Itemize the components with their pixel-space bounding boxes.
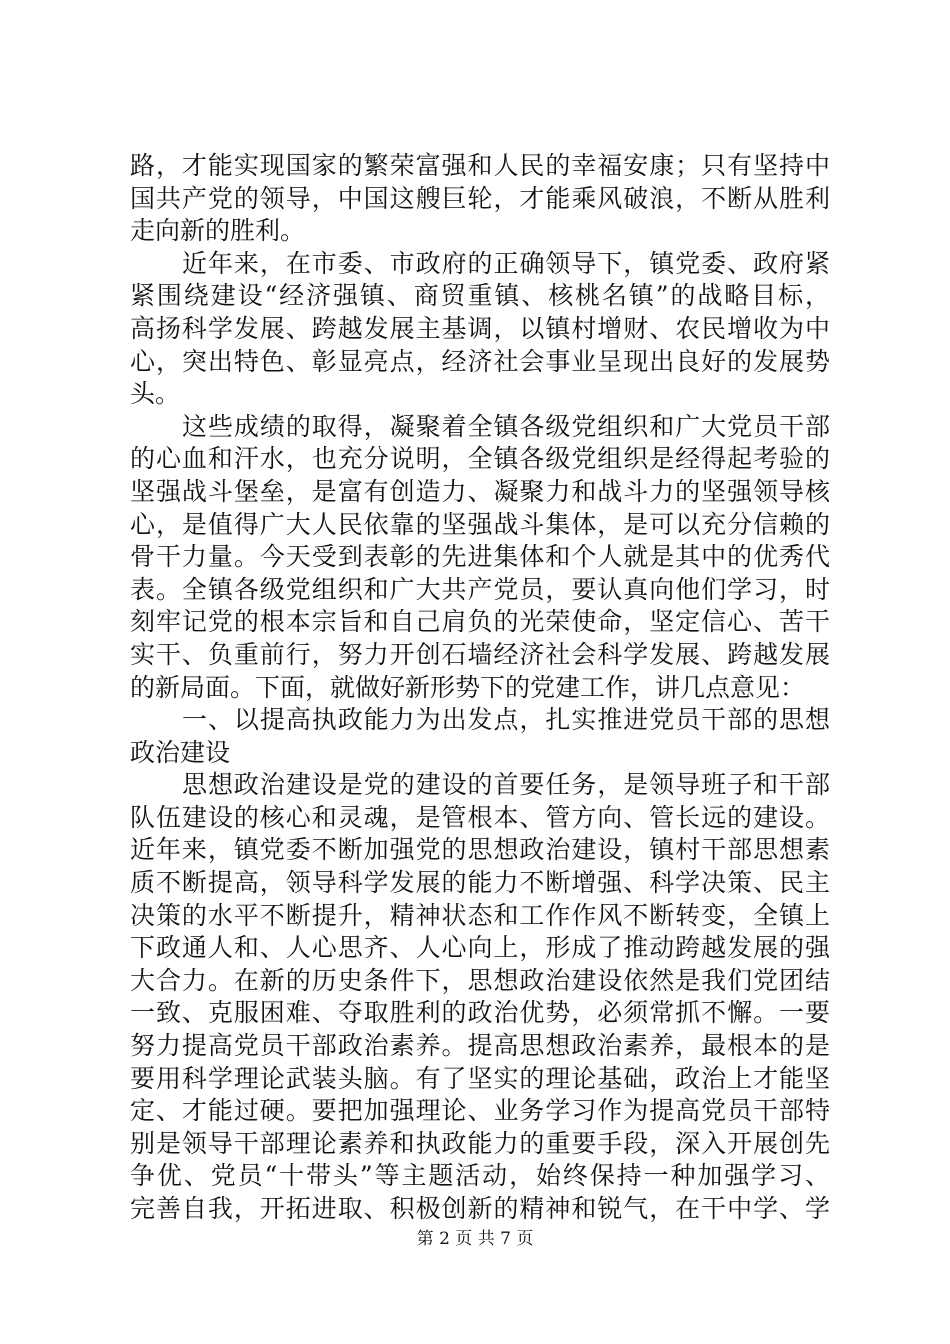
text-line: 思想政治建设是党的建设的首要任务，是领导班子和干部	[182, 770, 830, 800]
text-line: 别是领导干部理论素养和执政能力的重要手段，深入开展创先	[130, 1128, 830, 1158]
section-heading-line: 一、以提高执政能力为出发点，扎实推进党员干部的思想	[182, 705, 830, 735]
text-line: 一致、克服困难、夺取胜利的政治优势，必须常抓不懈。一要	[130, 998, 830, 1028]
text-line: 完善自我，开拓进取、积极创新的精神和锐气，在干中学、学	[130, 1194, 830, 1223]
text-line: 这些成绩的取得，凝聚着全镇各级党组织和广大党员干部	[182, 411, 830, 441]
text-line: 实干、负重前行，努力开创石墙经济社会科学发展、跨越发展	[130, 639, 830, 669]
text-line: 下政通人和、人心思齐、人心向上，形成了推动跨越发展的强	[130, 933, 830, 963]
text-line: 紧围绕建设“经济强镇、商贸重镇、核桃名镇”的战略目标，	[130, 281, 830, 311]
section-heading-line: 政治建设	[130, 737, 231, 767]
text-line: 争优、党员“十带头”等主题活动，始终保持一种加强学习、	[130, 1161, 830, 1191]
text-line: 心，突出特色、彰显亮点，经济社会事业呈现出良好的发展势	[130, 346, 830, 376]
text-line: 决策的水平不断提升，精神状态和工作作风不断转变，全镇上	[130, 900, 830, 930]
text-line: 走向新的胜利。	[130, 216, 306, 246]
text-line: 国共产党的领导，中国这艘巨轮，才能乘风破浪，不断从胜利	[130, 183, 830, 213]
text-line: 近年来，镇党委不断加强党的思想政治建设，镇村干部思想素	[130, 835, 830, 865]
text-line: 大合力。在新的历史条件下，思想政治建设依然是我们党团结	[130, 965, 830, 995]
text-line: 的新局面。下面，就做好新形势下的党建工作，讲几点意见：	[130, 672, 806, 702]
text-line: 骨干力量。今天受到表彰的先进集体和个人就是其中的优秀代	[130, 542, 830, 572]
text-line: 质不断提高，领导科学发展的能力不断增强、科学决策、民主	[130, 868, 830, 898]
text-line: 心，是值得广大人民依靠的坚强战斗集体，是可以充分信赖的	[130, 509, 830, 539]
text-line: 队伍建设的核心和灵魂，是管根本、管方向、管长远的建设。	[130, 802, 830, 832]
text-line: 高扬科学发展、跨越发展主基调，以镇村增财、农民增收为中	[130, 313, 830, 343]
text-line: 刻牢记党的根本宗旨和自己肩负的光荣使命，坚定信心、苦干	[130, 607, 830, 637]
text-line: 头。	[130, 379, 181, 409]
text-line: 努力提高党员干部政治素养。提高思想政治素养，最根本的是	[130, 1031, 830, 1061]
text-line: 要用科学理论武装头脑。有了坚实的理论基础，政治上才能坚	[130, 1063, 830, 1093]
text-line: 表。全镇各级党组织和广大共产党员，要认真向他们学习，时	[130, 574, 830, 604]
document-body	[130, 150, 830, 1226]
text-line: 路，才能实现国家的繁荣富强和人民的幸福安康；只有坚持中	[130, 151, 830, 180]
page-number-footer: 第 2 页 共 7 页	[416, 1229, 534, 1249]
text-line: 坚强战斗堡垒，是富有创造力、凝聚力和战斗力的坚强领导核	[130, 476, 830, 506]
text-line: 定、才能过硬。要把加强理论、业务学习作为提高党员干部特	[130, 1096, 830, 1126]
text-line: 近年来，在市委、市政府的正确领导下，镇党委、政府紧	[182, 248, 830, 278]
text-line: 的心血和汗水，也充分说明，全镇各级党组织是经得起考验的	[130, 444, 830, 474]
